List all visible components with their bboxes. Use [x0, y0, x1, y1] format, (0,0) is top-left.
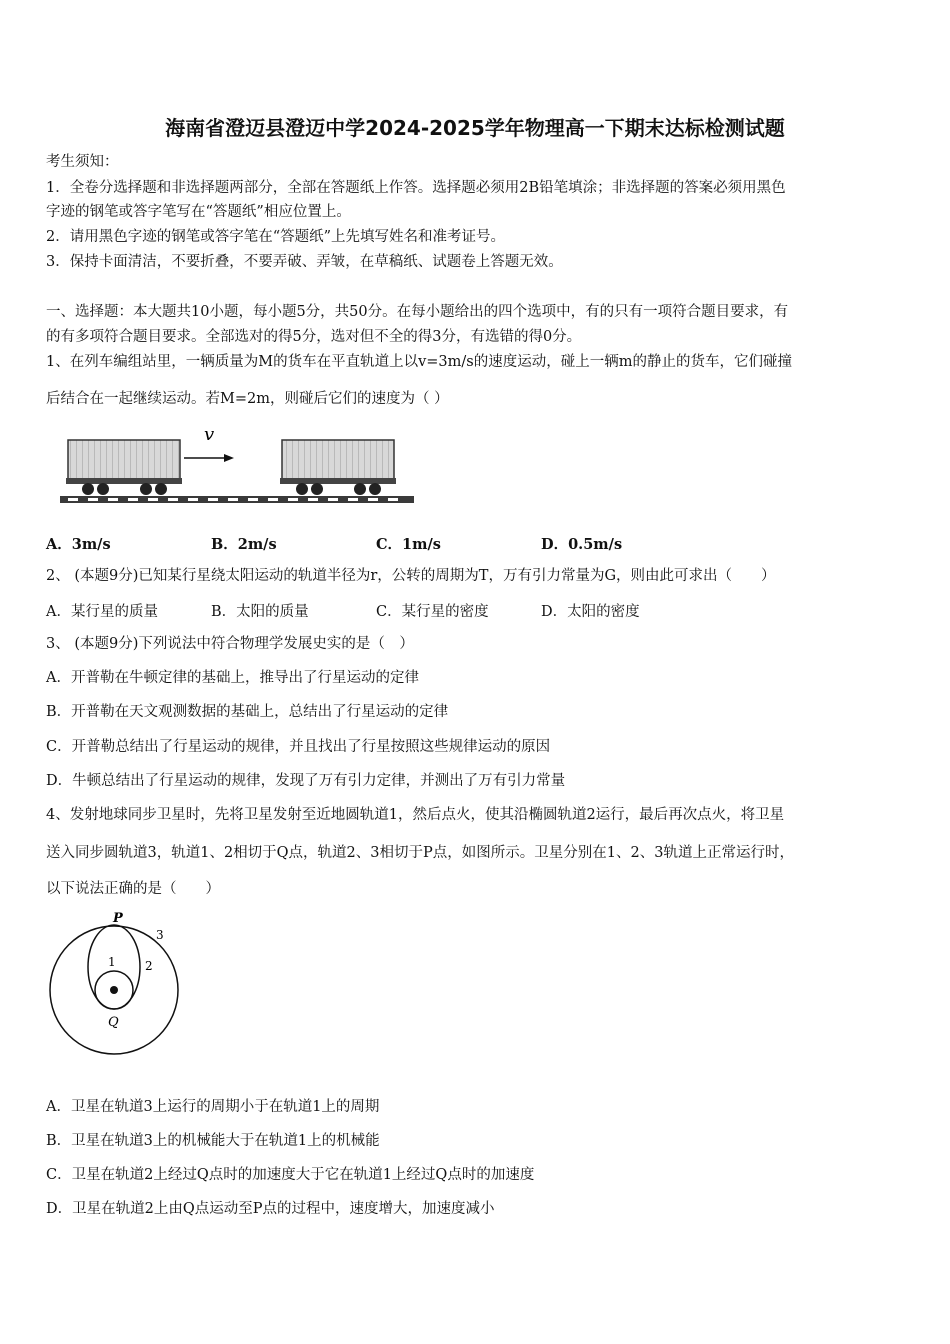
option-c[interactable]: C．卫星在轨道2上经过Q点时的加速度大于它在轨道1上经过Q点时的加速度	[46, 1167, 535, 1183]
section-instruction: 一、选择题：本大题共10小题，每小题5分，共50分。在每小题给出的四个选项中，有的只有一项符合题目要求，有	[46, 304, 789, 320]
option-a[interactable]: A．3m/s	[46, 536, 111, 553]
notice-item: 2．请用黑色字迹的钢笔或答字笔在“答题纸”上先填写姓名和准考证号。	[46, 229, 506, 245]
option-c[interactable]: C．某行星的密度	[376, 604, 489, 620]
option-d[interactable]: D．太阳的密度	[541, 604, 640, 620]
orbit-figure	[44, 906, 194, 1058]
option-b[interactable]: B．2m/s	[211, 536, 277, 553]
earth-dot	[110, 986, 118, 994]
question-2-stem: 2、 (本题9分)已知某行星绕太阳运动的轨道半径为r，公转的周期为T，万有引力常量为G，则由此可求出（ ）	[46, 568, 776, 584]
orbit-2-label: 2	[145, 959, 153, 973]
question-4-stem: 送入同步圆轨道3，轨道1、2相切于Q点，轨道2、3相切于P点，如图所示。卫星分别在1、2、3轨道上正常运行时，	[46, 845, 794, 861]
option-b[interactable]: B．开普勒在天文观测数据的基础上，总结出了行星运动的定律	[46, 704, 449, 720]
question-4-stem: 以下说法正确的是（ ）	[46, 881, 220, 897]
option-a[interactable]: A．卫星在轨道3上运行的周期小于在轨道1上的周期	[46, 1099, 380, 1115]
question-2-options	[46, 600, 906, 621]
question-1-stem: 1、在列车编组站里，一辆质量为M的货车在平直轨道上以v=3m/s的速度运动，碰上一辆m的静止的货车，它们碰撞	[46, 354, 792, 370]
option-a[interactable]: A．某行星的质量	[46, 604, 158, 620]
orbit-1-label: 1	[108, 955, 116, 969]
orbit-3-label: 3	[156, 928, 164, 942]
velocity-label: v	[204, 424, 215, 445]
notice-item: 3．保持卡面清洁，不要折叠，不要弄破、弄皱，在草稿纸、试题卷上答题无效。	[46, 254, 563, 270]
question-4-stem: 4、发射地球同步卫星时，先将卫星发射至近地圆轨道1，然后点火，使其沿椭圆轨道2运行，最后再次点火，将卫星	[46, 807, 785, 823]
freight-car-left	[66, 440, 182, 495]
option-a[interactable]: A．开普勒在牛顿定律的基础上，推导出了行星运动的定律	[46, 670, 419, 686]
section-instruction: 的有多项符合题目要求。全部选对的得5分，选对但不全的得3分，有选错的得0分。	[46, 329, 582, 345]
option-c[interactable]: C．1m/s	[376, 536, 441, 553]
notice-heading: 考生须知：	[46, 154, 119, 170]
option-d[interactable]: D．牛顿总结出了行星运动的规律，发现了万有引力定律，并测出了万有引力常量	[46, 773, 566, 789]
question-3-stem: 3、 (本题9分)下列说法中符合物理学发展史实的是（ ）	[46, 636, 414, 652]
option-b[interactable]: B．卫星在轨道3上的机械能大于在轨道1上的机械能	[46, 1133, 380, 1149]
question-1-stem: 后结合在一起继续运动。若M=2m，则碰后它们的速度为（ ）	[46, 391, 449, 407]
point-p-label: P	[113, 911, 123, 926]
freight-car-right	[280, 440, 396, 495]
point-q-label: Q	[108, 1015, 119, 1030]
option-d[interactable]: D．卫星在轨道2上由Q点运动至P点的过程中，速度增大，加速度减小	[46, 1201, 495, 1217]
option-b[interactable]: B．太阳的质量	[211, 604, 309, 620]
notice-item: 1．全卷分选择题和非选择题两部分，全部在答题纸上作答。选择题必须用2B铅笔填涂；非选择题的答案必须用黑色	[46, 180, 786, 196]
option-c[interactable]: C．开普勒总结出了行星运动的规律，并且找出了行星按照这些规律运动的原因	[46, 739, 551, 755]
notice-item: 字迹的钢笔或答字笔写在“答题纸”相应位置上。	[46, 204, 351, 220]
option-d[interactable]: D．0.5m/s	[541, 536, 623, 553]
freight-cars-figure	[58, 420, 418, 512]
page-title: 海南省澄迈县澄迈中学2024-2025学年物理高一下期末达标检测试题	[165, 116, 785, 140]
question-1-options	[46, 533, 906, 554]
